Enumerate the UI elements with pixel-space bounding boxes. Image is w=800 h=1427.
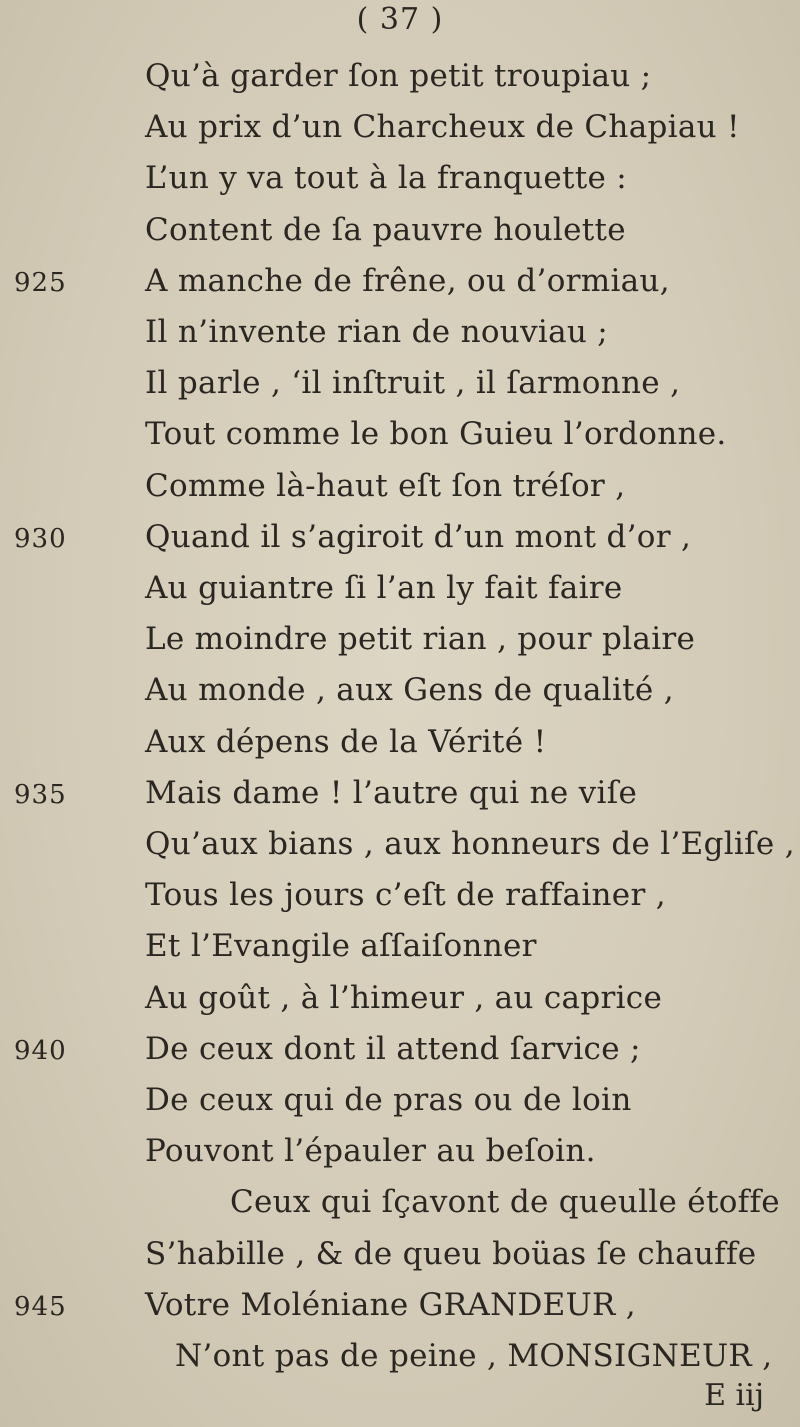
verse-line: Au prix d’un Charcheux de Chapiau ! <box>145 109 740 146</box>
verse-line: Qu’à garder ſon petit troupiau ; <box>145 58 652 94</box>
verse-line: Mais dame ! l’autre qui ne viſe <box>145 774 638 811</box>
verse-line: De ceux dont il attend ſarvice ; <box>145 1030 641 1067</box>
verse-line: Tous les jours c’eſt de raffainer , <box>145 877 666 914</box>
page-number: ( 37 ) <box>356 2 444 37</box>
verse-line: Qu’aux bians , aux honneurs de l’Egliſe , <box>145 826 795 862</box>
verse-line: A manche de frêne, ou d’ormiau, <box>145 262 670 299</box>
line-number: 940 <box>14 1035 67 1066</box>
verse-line: Au monde , aux Gens de qualité , <box>145 672 674 709</box>
verse-line: Et l’Evangile aſſaiſonner <box>145 928 537 965</box>
verse-line: L’un y va tout à la franquette : <box>145 160 628 197</box>
line-number: 930 <box>14 523 67 554</box>
verse-line: Tout comme le bon Guieu l’ordonne. <box>145 416 727 453</box>
verse-line: Au guiantre ſi l’an ly fait faire <box>145 570 623 606</box>
verse-line: Il n’invente rian de nouviau ; <box>145 314 609 350</box>
verse-line: Comme là-haut eſt ſon tréſor , <box>145 467 626 504</box>
verse-line: Il parle , ‘il inſtruit , il ſarmonne , <box>145 365 681 402</box>
verse-line: Ceux qui ſçavont de queulle étoffe <box>230 1184 780 1221</box>
verse-line: Au goût , à l’himeur , au caprice <box>145 979 663 1016</box>
line-number: 945 <box>14 1291 67 1322</box>
line-number: 925 <box>14 267 67 298</box>
signature-mark: E iij <box>704 1378 764 1413</box>
verse-line: Aux dépens de la Vérité ! <box>145 723 547 760</box>
verse-line: Le moindre petit rian , pour plaire <box>145 621 696 658</box>
verse-line: N’ont pas de peine , MONSIGNEUR , <box>175 1338 773 1374</box>
verse-line: Quand il s’agiroit d’un mont d’or , <box>145 518 692 555</box>
verse-line: De ceux qui de pras ou de loin <box>145 1082 632 1118</box>
verse-line: Pouvont l’épauler au beſoin. <box>145 1133 596 1170</box>
verse-line: Votre Moléniane GRANDEUR , <box>145 1286 636 1323</box>
verse-line: S’habille , & de queu boüas ſe chauffe <box>145 1235 757 1272</box>
line-number: 935 <box>14 779 67 810</box>
verse-line: Content de ſa pauvre houlette <box>145 211 626 248</box>
